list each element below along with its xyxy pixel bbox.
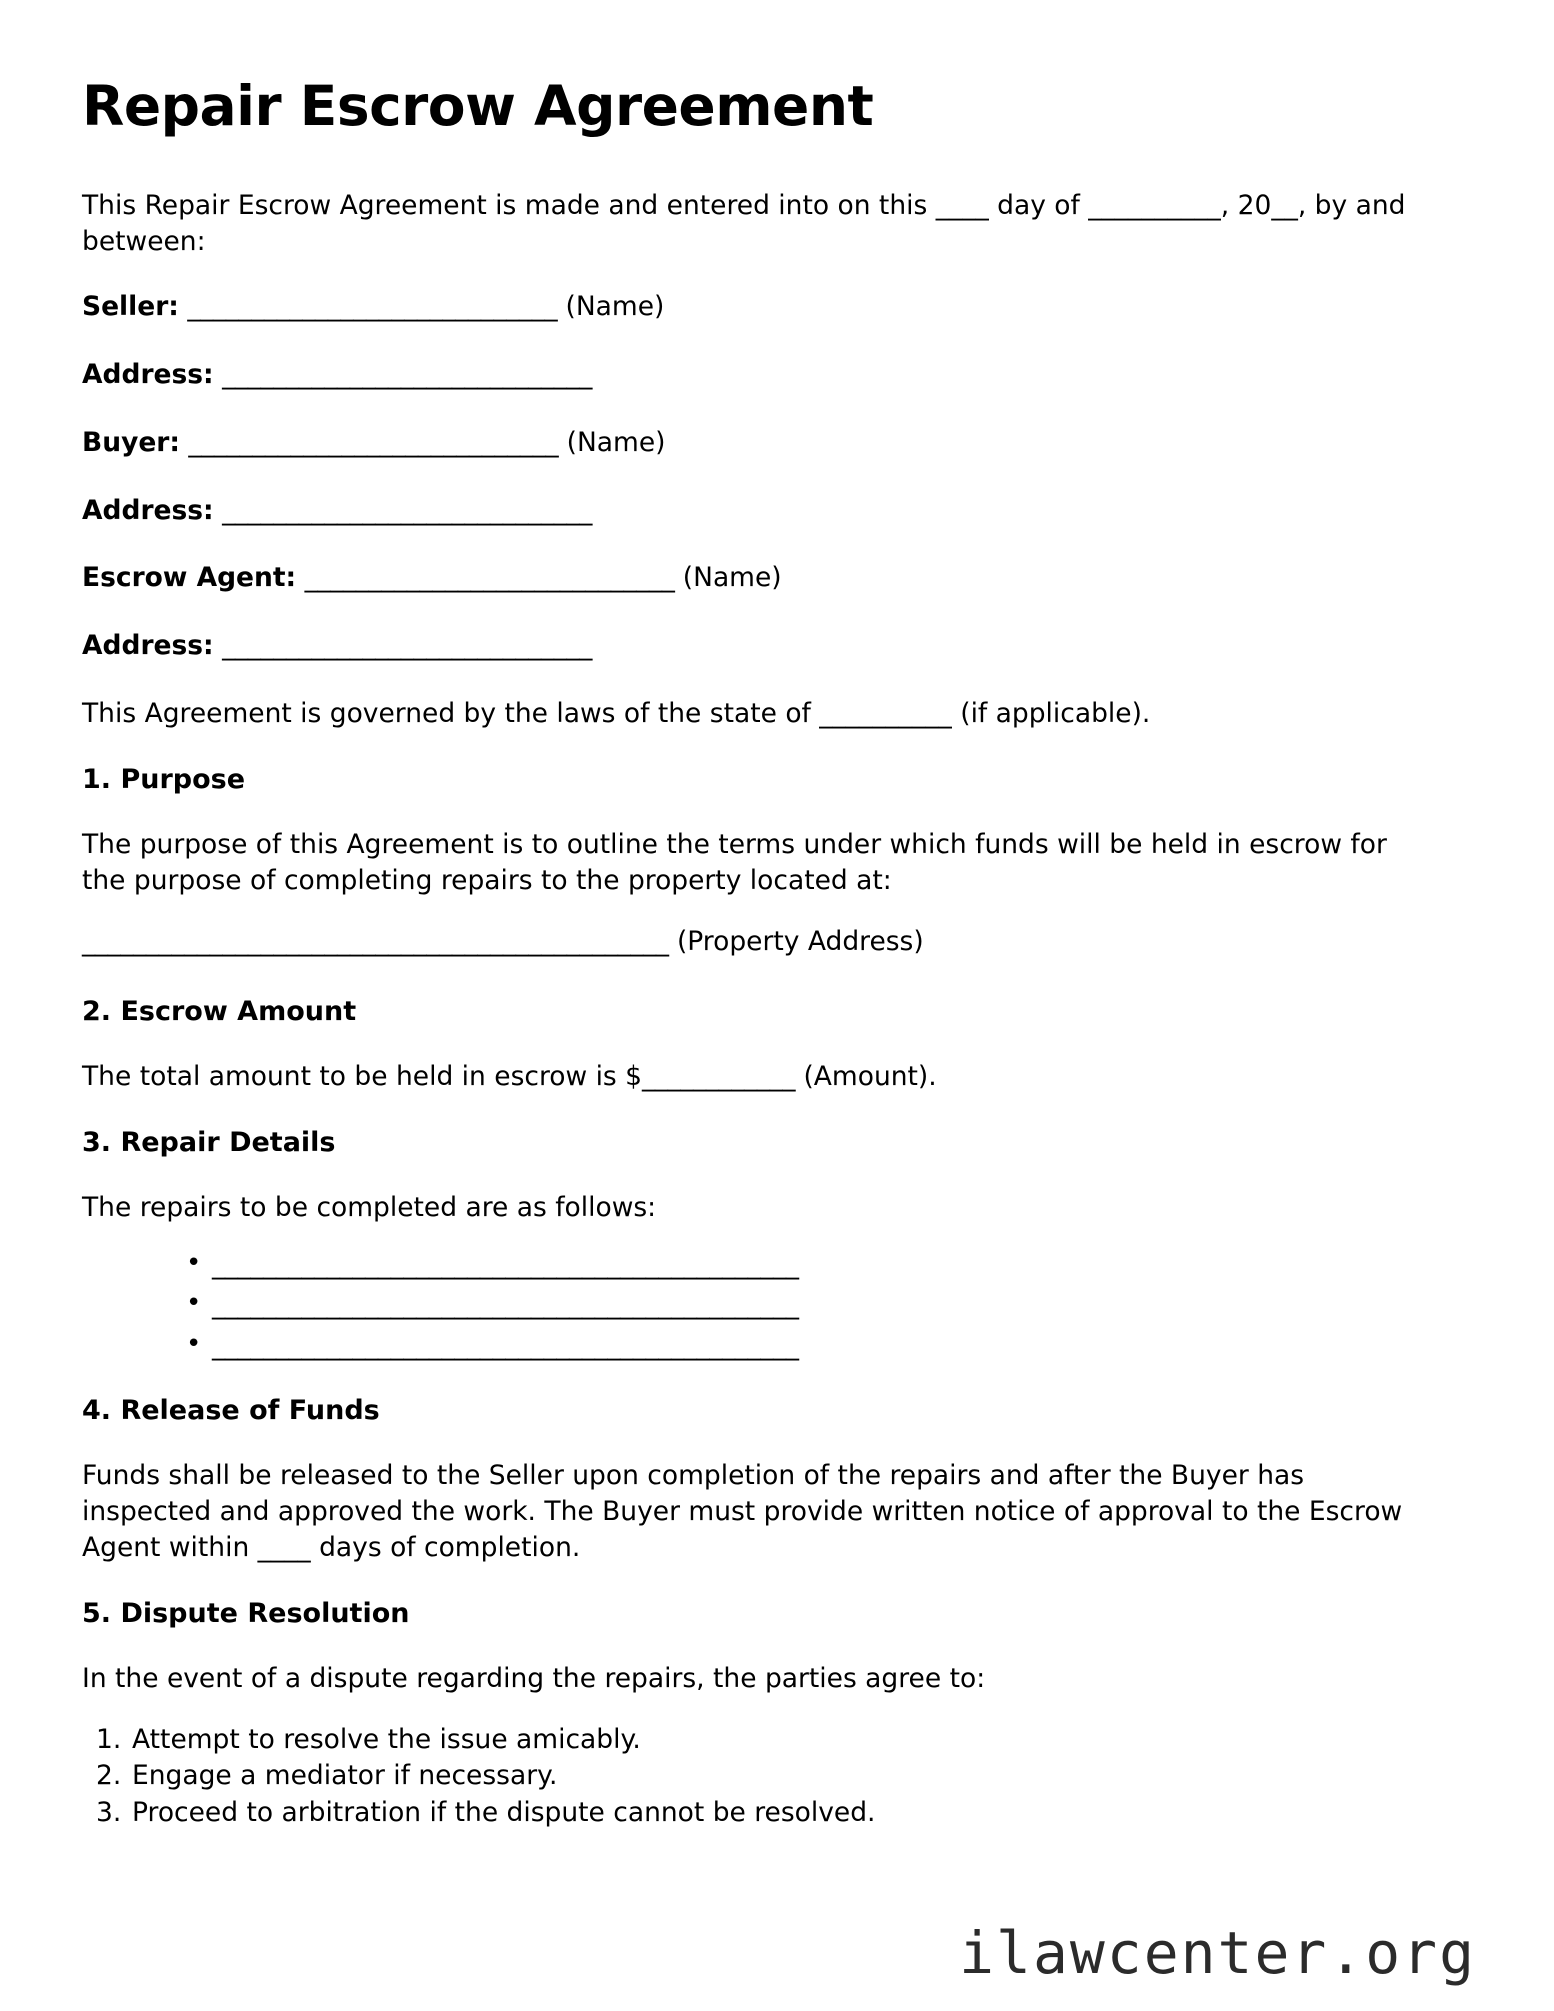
- escrow-agent-address-label: Address:: [82, 630, 214, 662]
- seller-address-label: Address:: [82, 359, 214, 391]
- buyer-address-blank[interactable]: _____________________________: [222, 494, 592, 526]
- intro-paragraph: This Repair Escrow Agreement is made and entered into on this ____ day of __________, 20__, by and between:: [82, 189, 1406, 257]
- seller-note: (Name): [565, 291, 665, 323]
- escrow-agent-note: (Name): [682, 562, 782, 594]
- property-address-note: (Property Address): [676, 926, 924, 958]
- list-item: [212, 1289, 1484, 1321]
- repair-details-body: The repairs to be completed are as follows:: [82, 1191, 657, 1223]
- repair-item-blank[interactable]: ______________________________________________: [212, 1289, 799, 1321]
- escrow-amount-body: [82, 1059, 1427, 1095]
- buyer-address-field: [82, 493, 1484, 529]
- section-heading-escrow-amount: 2. Escrow Amount: [82, 996, 357, 1028]
- dispute-resolution-body: In the event of a dispute regarding the repairs, the parties agree to:: [82, 1662, 986, 1694]
- escrow-agent-address-blank[interactable]: _____________________________: [222, 630, 592, 662]
- property-address-line: [82, 924, 1484, 960]
- list-item: [212, 1329, 1484, 1361]
- section-heading-purpose: 1. Purpose: [82, 763, 246, 795]
- escrow-amount-blank[interactable]: ____________: [642, 1061, 796, 1093]
- seller-address-field: [82, 357, 1484, 393]
- escrow-agent-label: Escrow Agent:: [82, 562, 297, 594]
- list-item: Proceed to arbitration if the dispute cannot be resolved.: [132, 1797, 876, 1829]
- seller-label: Seller:: [82, 291, 179, 323]
- site-watermark: ilawcenter.org: [959, 1919, 1476, 1987]
- release-of-funds-body: Funds shall be released to the Seller upon completion of the repairs and after the Buyer has inspected and approved the work. The Buyer must provide written notice of approval to the Escrow Agent within ____ days of completion.: [82, 1460, 1403, 1563]
- property-address-blank[interactable]: ______________________________________________: [82, 926, 669, 958]
- list-item: Engage a mediator if necessary.: [132, 1760, 558, 1792]
- escrow-agent-field: [82, 560, 1484, 596]
- buyer-blank[interactable]: _____________________________: [188, 426, 559, 458]
- section-heading-dispute-resolution: 5. Dispute Resolution: [82, 1597, 410, 1629]
- seller-blank[interactable]: _____________________________: [187, 291, 558, 323]
- purpose-body: The purpose of this Agreement is to outline the terms under which funds will be held in escrow for the purpose of completing repairs to the property located at:: [82, 828, 1387, 896]
- escrow-agent-blank[interactable]: _____________________________: [304, 562, 675, 594]
- section-heading-release-of-funds: 4. Release of Funds: [82, 1395, 380, 1427]
- buyer-field: [82, 425, 1484, 461]
- escrow-agent-address-field: [82, 628, 1484, 664]
- repair-item-blank[interactable]: ______________________________________________: [212, 1248, 799, 1280]
- repair-item-blank[interactable]: ______________________________________________: [212, 1329, 799, 1361]
- page-title: Repair Escrow Agreement: [82, 74, 874, 138]
- seller-address-blank[interactable]: _____________________________: [222, 359, 592, 391]
- section-heading-repair-details: 3. Repair Details: [82, 1126, 336, 1158]
- repair-items-list: [82, 1248, 1484, 1361]
- buyer-address-label: Address:: [82, 494, 214, 526]
- escrow-amount-prefix: The total amount to be held in escrow is $: [82, 1061, 643, 1093]
- buyer-label: Buyer:: [82, 426, 180, 458]
- governing-law-paragraph: This Agreement is governed by the laws of the state of __________ (if applicable).: [82, 697, 1151, 729]
- dispute-steps-list: [82, 1723, 1484, 1832]
- seller-field: [82, 289, 1484, 325]
- list-item: [212, 1248, 1484, 1280]
- list-item: Attempt to resolve the issue amicably.: [132, 1723, 641, 1755]
- escrow-amount-suffix: (Amount).: [795, 1061, 937, 1093]
- buyer-note: (Name): [566, 426, 666, 458]
